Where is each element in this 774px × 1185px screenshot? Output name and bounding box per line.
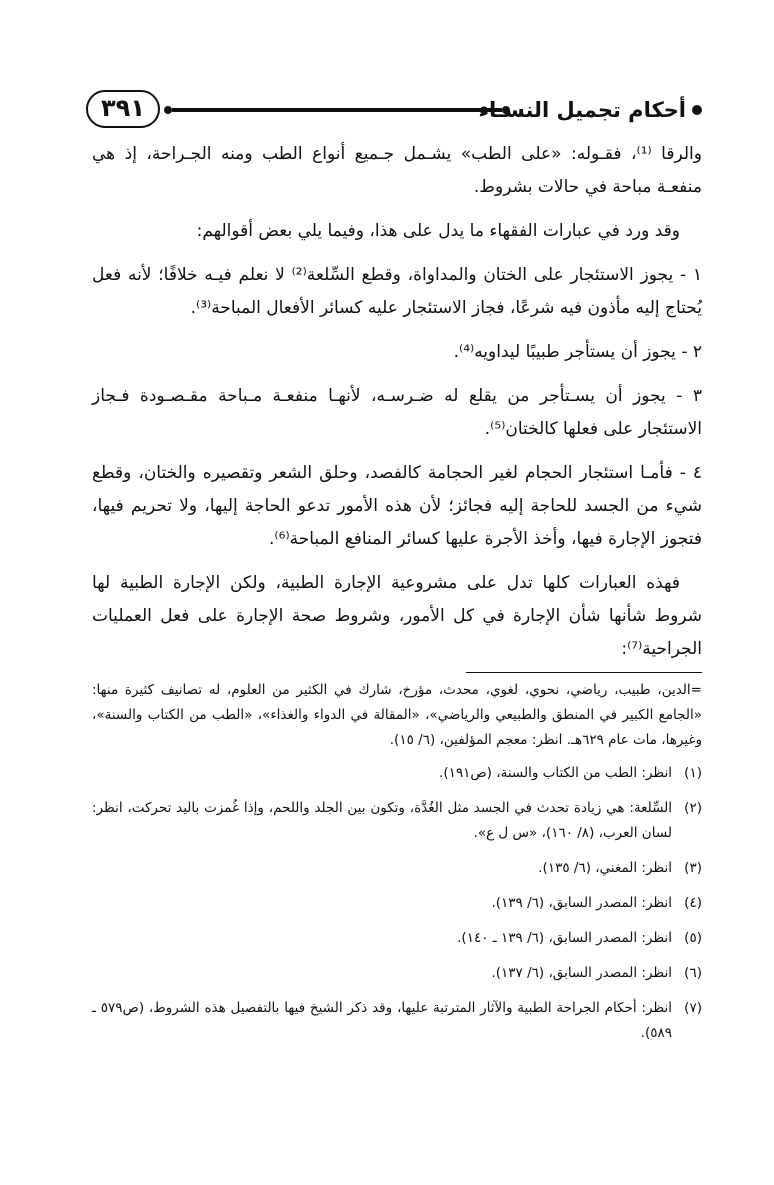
- footnote-number: (٧): [684, 1000, 702, 1016]
- footnote: [92, 761, 702, 786]
- header-ornament-rule: [164, 106, 510, 114]
- footnote: [92, 961, 702, 986]
- footnote-text: انظر: أحكام الجراحة الطبية والآثار المترتبة عليها، وقد ذكر الشيخ فيها بالتفصيل هذه الشروط، (ص٥٧٩ ـ ٥٨٩).: [92, 1000, 672, 1041]
- footnote-number: (٤): [684, 895, 702, 911]
- footnote-text: انظر: المصدر السابق، (٦/ ١٣٩).: [491, 895, 672, 911]
- footnote: [92, 891, 702, 916]
- footnote-continuation: =الدين، طبيب، رياضي، نحوي، لغوي، محدث، مؤرخ، شارك في الكثير من العلوم، له تصانيف كثيرة منها: «الجامع الكبير في المنطق والطبيعي والرياضي»، «المقالة في الدواء والغذاء»، «الطب من الكتاب والسنة»، وغيرها، مات عام ٦٢٩هـ. انظر: معجم المؤلفين، (٦/ ١٥).: [92, 682, 702, 748]
- footnote-number: (٢): [684, 800, 702, 816]
- footnote-text: انظر: الطب من الكتاب والسنة، (ص١٩١).: [439, 765, 672, 781]
- footnote-text: انظر: المصدر السابق، (٦/ ١٣٧).: [491, 965, 672, 981]
- numbered-paragraph: ٣ - يجوز أن يسـتأجر من يقلع له ضـرسـه، لأنهـا منفعـة مـباحة مقـصـودة فـجاز الاستئجار على فعلها كالختان⁽⁵⁾.: [92, 386, 702, 439]
- numbered-paragraph: ١ - يجوز الاستئجار على الختان والمداواة، وقطع السِّلعة⁽²⁾ لا نعلم فيـه خلافًا؛ لأنه فعل يُحتاج إليه مأذون فيه شرعًا، فجاز الاستئجار عليه كسائر الأفعال المباحة⁽³⁾.: [92, 265, 703, 318]
- title-bullet-icon: [692, 105, 702, 115]
- rule-line: [172, 108, 502, 112]
- paragraph: وقد ورد في عبارات الفقهاء ما يدل على هذا، وفيما يلي بعض أقوالهم:: [196, 221, 680, 241]
- footnotes: [92, 678, 702, 1056]
- main-text: [92, 138, 702, 677]
- rule-dot-left-icon: [164, 106, 172, 114]
- footnote-number: (٦): [684, 965, 702, 981]
- footnote: [92, 796, 702, 846]
- footnote-text: انظر: المصدر السابق، (٦/ ١٣٩ ـ ١٤٠).: [457, 930, 672, 946]
- footnote-text: انظر: المغني، (٦/ ١٣٥).: [538, 860, 672, 876]
- numbered-paragraph: ٢ - يجوز أن يستأجر طبيبًا ليداويه⁽⁴⁾.: [453, 342, 702, 362]
- footnote: [92, 926, 702, 951]
- paragraph: فهذه العبارات كلها تدل على مشروعية الإجارة الطبية، ولكن الإجارة الطبية لها شروط شأنها شأن الإجارة في كل الأمور، وشروط صحة الإجارة على فعل العمليات الجراحية⁽⁷⁾:: [92, 573, 702, 659]
- running-title: أحكام تجميل النسـاء: [478, 98, 686, 122]
- footnote: [92, 996, 702, 1046]
- footnote-number: (٣): [684, 860, 702, 876]
- footnote-text: السِّلعة: هي زيادة تحدث في الجسد مثل الغُدَّة، وتكون بين الجلد واللحم، وإذا غُمزت باليد تحركت، انظر: لسان العرب، (٨/ ١٦٠)، «س ل ع».: [92, 800, 672, 841]
- page-number: ٣٩١: [86, 90, 160, 128]
- page-header: [86, 88, 702, 132]
- footnote-divider: [466, 672, 702, 673]
- numbered-paragraph: ٤ - فأمـا استئجار الحجام لغير الحجامة كالفصد، وحلق الشعر وتقصيره والختان، وقطع شيء من الجسد للحاجة إليه فجائز؛ لأن هذه الأمور تدعو الحاجة إليها، ولا تحريم فيها، فتجوز الإجارة فيها، وأخذ الأجرة عليها كسائر المنافع المباحة⁽⁶⁾.: [92, 463, 702, 549]
- paragraph: والرقا ⁽¹⁾، فقـوله: «على الطب» يشـمل جـميع أنواع الطب ومنه الجـراحة، إذ هي منفعـة مباحة في حالات بشروط.: [92, 144, 702, 197]
- footnote-number: (١): [684, 765, 702, 781]
- footnote: [92, 856, 702, 881]
- footnote-number: (٥): [684, 930, 702, 946]
